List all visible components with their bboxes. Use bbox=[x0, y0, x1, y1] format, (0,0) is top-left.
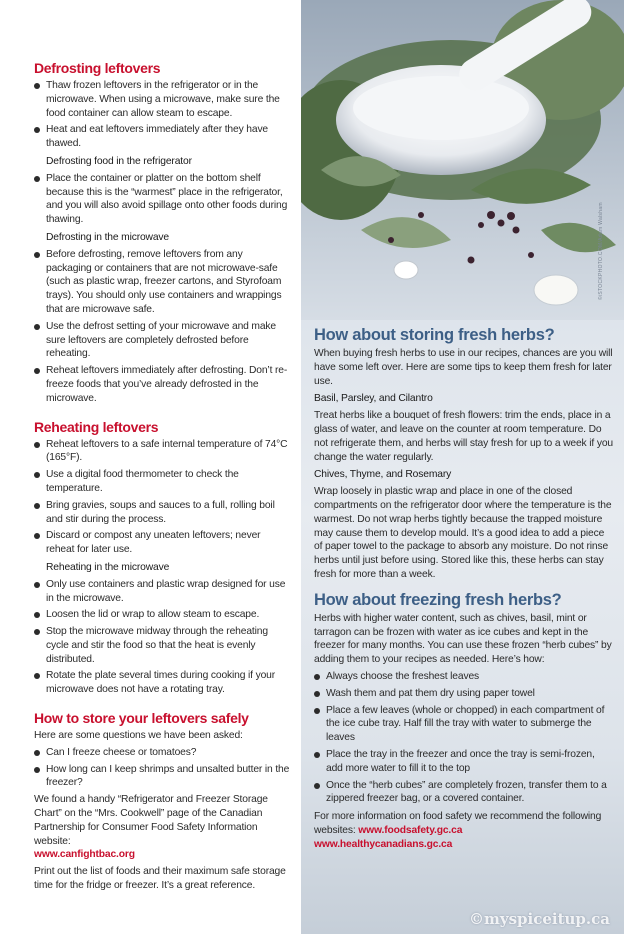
list-item: Can I freeze cheese or tomatoes? bbox=[34, 746, 290, 760]
list-item: Discard or compost any uneaten leftovers; never reheat for later use. bbox=[34, 529, 290, 557]
storage-chart-paragraph: We found a handy “Refrigerator and Freezer Storage Chart” on the “Mrs. Cookwell” page of the Canadian Partnership for Consumer Food Safety Information website: bbox=[34, 794, 268, 847]
list-item: Only use containers and plastic wrap designed for use in the microwave. bbox=[34, 578, 290, 606]
right-text bbox=[314, 326, 614, 855]
list-item: Reheat leftovers to a safe internal temperature of 74°C (165°F). bbox=[34, 438, 290, 466]
freezing-steps-list bbox=[314, 670, 614, 806]
reheating-title: Reheating leftovers bbox=[34, 418, 159, 435]
list-item: How long can I keep shrimps and unsalted butter in the freezer? bbox=[34, 763, 290, 791]
freezing-intro: Herbs with higher water content, such as chives, basil, mint or tarragon can be frozen with water as ice cubes and kept in the freezer for many months. You can use these frozen “herb cubes” by adding them to your recipes as needed. Here’s how: bbox=[314, 612, 612, 666]
list-item: Bring gravies, soups and sauces to a full, rolling boil and stir during the process. bbox=[34, 499, 290, 527]
list-item: Heat and eat leftovers immediately after they have thawed. bbox=[34, 123, 290, 151]
microwave-reheat-subtitle: Reheating in the microwave bbox=[46, 561, 170, 573]
print-paragraph: Print out the list of foods and their maximum safe storage time for the fridge or freezer. It’s a great reference. bbox=[34, 866, 286, 892]
storing-leftovers-title: How to store your leftovers safely bbox=[34, 710, 249, 727]
storing-herbs-intro: When buying fresh herbs to use in our recipes, chances are you will have some left over. Here are some tips to keep them fresh for later use. bbox=[314, 348, 613, 387]
list-item: Wash them and pat them dry using paper towel bbox=[314, 687, 614, 701]
fridge-list bbox=[34, 172, 290, 227]
storing-herbs-section bbox=[314, 326, 614, 582]
more-info-paragraph bbox=[314, 810, 614, 851]
basil-subtitle: Basil, Parsley, and Cilantro bbox=[314, 393, 433, 405]
list-item: Use the defrost setting of your microwave and make sure leftovers are completely defrosted before reheating. bbox=[34, 320, 290, 361]
freezing-herbs-section bbox=[314, 591, 614, 852]
list-item: Place the container or platter on the bottom shelf because this is the “warmest” place in the refrigerator, and you will also avoid spillage onto other foods during thawing. bbox=[34, 172, 290, 227]
list-item: Thaw frozen leftovers in the refrigerator or in the microwave. When using a microwave, make sure the food container can allow steam to escape. bbox=[34, 79, 290, 120]
list-item: Rotate the plate several times during cooking if your microwave does not have a rotating tray. bbox=[34, 669, 290, 697]
questions-list bbox=[34, 746, 290, 790]
list-item: Stop the microwave midway through the reheating cycle and stir the food so that the heat is evenly distributed. bbox=[34, 625, 290, 666]
fridge-subtitle: Defrosting food in the refrigerator bbox=[46, 155, 192, 167]
chives-paragraph: Wrap loosely in plastic wrap and place in one of the closed compartments on the refrigerator door where the temperature is the warmest. Do not wrap herbs tightly because the trapped moisture may cause them to develop mould. It’s a good idea to add a piece of paper towel to the package to absorb any moisture. Do not rinse herbs until just before using. Stored like this, these herbs can stay fresh for more than a week. bbox=[314, 486, 612, 580]
chives-subtitle: Chives, Thyme, and Rosemary bbox=[314, 469, 452, 481]
list-item: Always choose the freshest leaves bbox=[314, 670, 614, 684]
list-item: Place a few leaves (whole or chopped) in each compartment of the ice cube tray. Half fill the tray with water to submerge the leaves bbox=[314, 704, 614, 745]
storing-herbs-title: How about storing fresh herbs? bbox=[314, 326, 555, 344]
list-item: Before defrosting, remove leftovers from any packaging or containers that are not microwave-safe (such as plastic wrap, freezer cartons, and Styrofoam trays). You should only use containers and wrappings that are microwave safe. bbox=[34, 248, 290, 317]
herbs-mortar-illustration bbox=[301, 0, 624, 320]
reheating-list bbox=[34, 438, 290, 557]
canfightbac-link[interactable]: www.canfightbac.org bbox=[34, 849, 135, 861]
list-item: Reheat leftovers immediately after defrosting. Don’t re-freeze foods that you’ve already defrosted in the microwave. bbox=[34, 364, 290, 405]
herbs-photo bbox=[301, 0, 624, 320]
defrosting-section bbox=[34, 60, 290, 406]
list-item: Once the “herb cubes” are completely frozen, transfer them to a zippered freezer bag, or a covered container. bbox=[314, 779, 614, 807]
microwave-defrost-subtitle: Defrosting in the microwave bbox=[46, 231, 169, 243]
defrosting-title: Defrosting leftovers bbox=[34, 60, 161, 76]
foodsafety-link[interactable]: www.foodsafety.gc.ca bbox=[358, 824, 463, 836]
healthycanadians-link[interactable]: www.healthycanadians.gc.ca bbox=[314, 838, 453, 850]
left-column bbox=[34, 60, 290, 896]
basil-paragraph: Treat herbs like a bouquet of fresh flowers: trim the ends, place in a glass of water, and leave on the counter at room temperature. Do not refrigerate them, and herbs will stay fresh for up to a week if you change the water regularly. bbox=[314, 410, 613, 463]
photo-credit: ©iSTOCKPHOTO.COM/Adam Walsham bbox=[598, 202, 604, 300]
storing-leftovers-section bbox=[34, 710, 290, 893]
more-info-text: For more information on food safety we recommend the following websites: bbox=[314, 811, 602, 836]
freezing-herbs-title: How about freezing fresh herbs? bbox=[314, 590, 562, 609]
microwave-reheat-list bbox=[34, 578, 290, 697]
microwave-defrost-list bbox=[34, 248, 290, 406]
watermark: ©myspiceitup.ca bbox=[469, 910, 610, 928]
reheating-section bbox=[34, 419, 290, 698]
list-item: Place the tray in the freezer and once the tray is semi-frozen, add more water to fill it to the top bbox=[314, 748, 614, 776]
list-item: Loosen the lid or wrap to allow steam to escape. bbox=[34, 608, 290, 622]
list-item: Use a digital food thermometer to check the temperature. bbox=[34, 468, 290, 496]
defrosting-list bbox=[34, 79, 290, 151]
storing-intro: Here are some questions we have been asked: bbox=[34, 730, 243, 742]
right-panel bbox=[301, 0, 624, 934]
